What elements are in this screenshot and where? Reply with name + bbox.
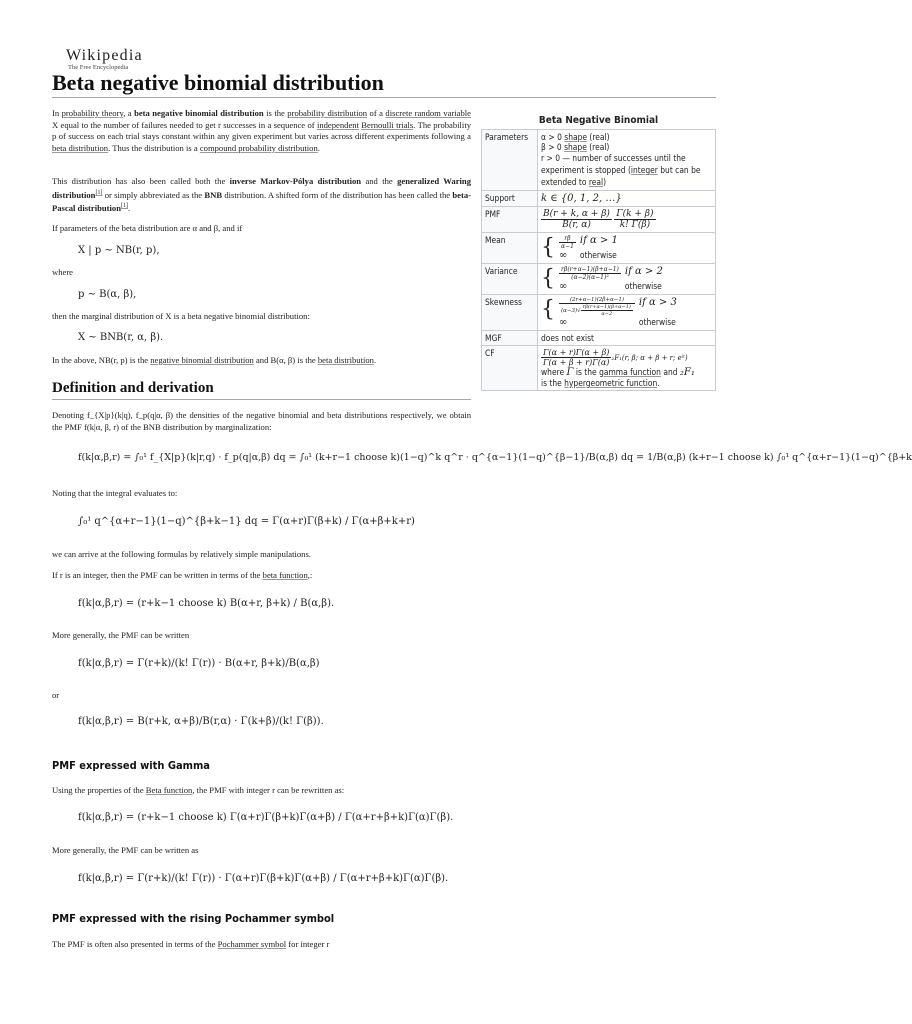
pmf-fraction-2 xyxy=(614,209,655,230)
link-probability-distribution[interactable]: probability distribution xyxy=(287,108,368,118)
brace: { xyxy=(541,297,555,322)
intro-paragraph-4: then the marginal distribution of X is a beta negative binomial distribution: xyxy=(52,311,310,321)
infobox-key: Skewness xyxy=(482,295,538,331)
text: This distribution has also been called both the xyxy=(52,176,230,186)
section-divider xyxy=(52,399,471,400)
link-shape[interactable]: shape xyxy=(564,142,587,152)
where-text: where xyxy=(52,267,73,277)
symbol: Γ xyxy=(566,367,574,378)
text: for integer r xyxy=(286,939,330,949)
infobox-key: Parameters xyxy=(482,130,538,191)
infobox-title: Beta Negative Binomial xyxy=(538,115,659,126)
text: of a xyxy=(367,108,386,118)
link-negative-binomial-distribution[interactable]: negative binomial distribution xyxy=(150,355,254,365)
text: . xyxy=(373,355,377,365)
condition: if α > 1 xyxy=(579,235,618,246)
mean-fraction xyxy=(559,235,576,250)
text: but can be extended to xyxy=(541,165,701,187)
text: β > 0 xyxy=(541,142,565,152)
infobox-key: Variance xyxy=(482,264,538,295)
text: α > 0 xyxy=(541,132,565,142)
intro-paragraph-3: If parameters of the beta distribution are α and β, and if xyxy=(52,223,243,233)
text: , the PMF with integer r can be rewritten as: xyxy=(192,785,345,795)
denominator: Γ(α + β + r)Γ(α) xyxy=(543,358,610,367)
text: where xyxy=(541,367,567,377)
infobox-row-mgf xyxy=(482,331,716,346)
formula-gamma-general: f(k|α,β,r) = Γ(r+k)/(k! Γ(r)) · Γ(α+r)Γ(β+k)Γ(α+β) / Γ(α+r+β+k)Γ(α)Γ(β). xyxy=(78,873,449,884)
link-shape[interactable]: shape xyxy=(564,132,588,142)
denominator: (α−3)√ $\frac{r\beta(r+\alpha-1)(\beta+\alpha-1)}{\alpha-2}$ xyxy=(561,304,631,317)
text: ,: xyxy=(307,570,313,580)
infobox-value xyxy=(538,207,716,233)
condition: otherwise xyxy=(624,281,662,291)
link-compound-probability-distribution[interactable]: compound probability distribution xyxy=(199,142,318,153)
bold-term: inverse Markov-Pólya distribution xyxy=(229,176,362,186)
logo-tagline: The Free Encyclopedia xyxy=(68,64,129,71)
intro-paragraph-2 xyxy=(52,176,471,215)
symbol: ₂F₁ xyxy=(679,367,695,378)
numerator: Γ(α + r)Γ(α + β) xyxy=(543,348,610,357)
text: distribution. A shifted form of the distribution has been called the xyxy=(222,189,453,200)
gamma-paragraph-1 xyxy=(52,785,471,797)
definition-paragraph-4 xyxy=(52,570,471,582)
formula-conditional: X | p ∼ NB(r, p), xyxy=(78,245,160,256)
condition: if α > 2 xyxy=(624,266,663,277)
denominator: B(r, α) xyxy=(562,220,591,230)
link-integer[interactable]: integer xyxy=(630,165,658,175)
numerator: rβ(r+α−1)(β+α−1) xyxy=(582,304,631,310)
text: (α−3) xyxy=(561,308,578,314)
infobox-key: CF xyxy=(482,346,538,391)
formula-integral: ∫₀¹ q^{α+r−1}(1−q)^{β+k−1} dq = Γ(α+r)Γ(β+k) / Γ(α+β+k+r) xyxy=(78,516,415,527)
text: or simply abbreviated as the xyxy=(102,189,205,200)
text: The PMF is often also presented in terms of the xyxy=(52,939,218,949)
denominator: α−1 xyxy=(561,243,574,250)
definition-paragraph-1: Denoting f_{X|p}(k|q), f_p(q|α, β) the densities of the negative binomial and beta distributions respectively, we obtain the PMF f(k|α, β, r) of the BNB distribution by marginalization: xyxy=(52,410,471,432)
bold-term: BNB xyxy=(204,189,223,200)
infobox-key: Mean xyxy=(482,233,538,264)
link-probability-theory[interactable]: probability theory xyxy=(61,108,124,118)
formula-general-pmf-2: f(k|α,β,r) = B(r+k, α+β)/B(r,α) · Γ(k+β)/(k! Γ(β)). xyxy=(78,716,324,727)
bold-term: generalized Waring distribution xyxy=(52,176,471,200)
link-gamma-function[interactable]: gamma function xyxy=(599,367,661,377)
section-heading-pochhammer: PMF expressed with the rising Pochammer symbol xyxy=(52,912,335,925)
text: ) xyxy=(603,177,607,187)
text: (real) xyxy=(587,132,610,142)
text: is the xyxy=(263,108,288,118)
text: Using the properties of the xyxy=(52,785,146,795)
infobox-value xyxy=(538,130,716,191)
bold-term: beta-Pascal distribution xyxy=(52,189,471,213)
logo-wordmark: Wikipedia xyxy=(66,47,143,64)
formula-marginalization: f(k|α,β,r) = ∫₀¹ f_{X|p}(k|r,q) · f_p(q|α,β) dq = ∫₀¹ (k+r−1 choose k)(1−q)^k q^r · q^{α−1}(1−q)^{β−1}/B(α,β) dq = 1/B(α,β) (k+r−1 choose k) ∫₀¹ q^{α+r−1}(1−q)^{β+k xyxy=(78,452,912,463)
condition: otherwise xyxy=(579,250,617,260)
condition: otherwise xyxy=(638,317,676,327)
numerator: rβ(r+α−1)(β+α−1) xyxy=(561,266,619,273)
gamma-paragraph-2: More generally, the PMF can be written as xyxy=(52,845,199,855)
infobox-value: k ∈ {0, 1, 2, …} xyxy=(538,191,716,207)
definition-paragraph-5: More generally, the PMF can be written xyxy=(52,630,190,640)
infobox-value: does not exist xyxy=(538,331,716,346)
brace: { xyxy=(541,235,555,260)
infobox-row-pmf xyxy=(482,207,716,233)
infobox-key: Support xyxy=(482,191,538,207)
formula-beta-pmf: f(k|α,β,r) = (r+k−1 choose k) B(α+r, β+k) / B(α,β). xyxy=(78,598,335,609)
link-beta-distribution[interactable]: beta distribution xyxy=(52,142,109,153)
cf-fraction xyxy=(541,348,611,367)
reference-link[interactable]: [1] xyxy=(121,203,128,210)
section-heading-gamma: PMF expressed with Gamma xyxy=(52,759,210,772)
text: If r is an integer, then the PMF can be written in terms of the xyxy=(52,570,263,580)
link-pochhammer-symbol[interactable]: Pochammer symbol xyxy=(217,939,287,949)
link-real[interactable]: real xyxy=(588,177,604,187)
text: X equal to the number of failures needed to get r successes in a sequence of xyxy=(52,119,317,130)
infobox-value xyxy=(538,264,716,295)
infobox-row-support xyxy=(482,191,716,207)
variance-fraction xyxy=(559,266,621,281)
denominator: α−2 xyxy=(601,311,613,317)
text: In xyxy=(52,108,62,118)
numerator: (2r+α−1)(2β+α−1) xyxy=(559,297,635,304)
brace: { xyxy=(541,266,555,291)
reference-link[interactable]: [1] xyxy=(95,189,103,196)
text: is the xyxy=(573,367,600,377)
formula-prior: p ∼ B(α, β), xyxy=(78,289,137,300)
text: . xyxy=(657,378,660,388)
pmf-fraction-1 xyxy=(541,209,612,230)
pochhammer-paragraph xyxy=(52,939,471,951)
text: and the xyxy=(361,176,398,186)
link-bernoulli-trials[interactable]: Bernoulli trials xyxy=(361,119,414,130)
case-value: ∞ xyxy=(559,317,568,328)
intro-paragraph-5 xyxy=(52,355,471,367)
case-value: ∞ xyxy=(559,281,568,292)
link-beta-distribution[interactable]: beta distribution xyxy=(317,355,374,365)
definition-paragraph-2: Noting that the integral evaluates to: xyxy=(52,488,178,498)
infobox-value xyxy=(538,295,716,331)
radical-fraction xyxy=(581,304,633,317)
formula-marginal: X ∼ BNB(r, α, β). xyxy=(78,332,164,343)
infobox-value xyxy=(538,233,716,264)
skewness-fraction xyxy=(559,297,635,317)
link-hypergeometric-function[interactable]: hypergeometric function xyxy=(564,378,658,388)
denominator: k! Γ(β) xyxy=(619,220,651,230)
wikipedia-logo[interactable] xyxy=(66,48,143,72)
page-title: Beta negative binomial distribution xyxy=(52,70,384,95)
text: and B(α, β) is the xyxy=(253,355,318,365)
denominator: (α−2)(α−1)² xyxy=(571,274,609,281)
infobox-key: MGF xyxy=(482,331,538,346)
definition-paragraph-3: we can arrive at the following formulas by relatively simple manipulations. xyxy=(52,549,311,559)
link-independent[interactable]: independent xyxy=(316,119,359,130)
text: r > 0 — number of successes until the experiment is stopped ( xyxy=(541,153,686,175)
formula-general-pmf: f(k|α,β,r) = Γ(r+k)/(k! Γ(r)) · B(α+r, β+k)/B(α,β) xyxy=(78,658,320,669)
text: In the above, NB(r, p) is the xyxy=(52,355,151,365)
infobox-table xyxy=(481,129,716,391)
numerator: Γ(k + β) xyxy=(616,209,654,219)
infobox-key: PMF xyxy=(482,207,538,233)
text: . Thus the distribution is a xyxy=(108,142,200,153)
text: (real) xyxy=(586,142,610,152)
hypergeometric-term: ₂F₁(r, β; α + β + r; eⁱᵗ) xyxy=(611,354,688,362)
text: , a xyxy=(123,108,135,118)
text: . xyxy=(128,202,131,213)
infobox xyxy=(481,113,716,391)
infobox-row-cf xyxy=(482,346,716,391)
infobox-row-skewness xyxy=(482,295,716,331)
link-discrete-random-variable[interactable]: discrete random variable xyxy=(385,108,471,118)
section-heading-definition: Definition and derivation xyxy=(52,380,214,396)
condition: if α > 3 xyxy=(638,297,677,308)
title-divider xyxy=(52,97,716,98)
numerator: rβ xyxy=(559,235,576,243)
bold-term: beta negative binomial distribution xyxy=(134,108,264,118)
infobox-row-variance xyxy=(482,264,716,295)
infobox-row-mean xyxy=(482,233,716,264)
numerator: B(r + k, α + β) xyxy=(543,209,610,219)
or-text: or xyxy=(52,690,60,700)
text: . xyxy=(317,142,320,153)
formula-gamma-pmf: f(k|α,β,r) = (r+k−1 choose k) Γ(α+r)Γ(β+k)Γ(α+β) / Γ(α+r+β+k)Γ(α)Γ(β). xyxy=(78,812,454,823)
infobox-value xyxy=(538,346,716,391)
text: . The probability p of success on each trial stays constant within any given experiment but varies across different experiments following a xyxy=(52,119,472,142)
intro-paragraph-1 xyxy=(52,108,471,154)
case-value: ∞ xyxy=(559,250,568,261)
link-beta-function[interactable]: Beta function xyxy=(145,785,193,795)
text: and xyxy=(660,367,680,377)
text: is the xyxy=(541,378,565,388)
infobox-row-parameters xyxy=(482,130,716,191)
link-beta-function[interactable]: beta function xyxy=(262,570,308,580)
